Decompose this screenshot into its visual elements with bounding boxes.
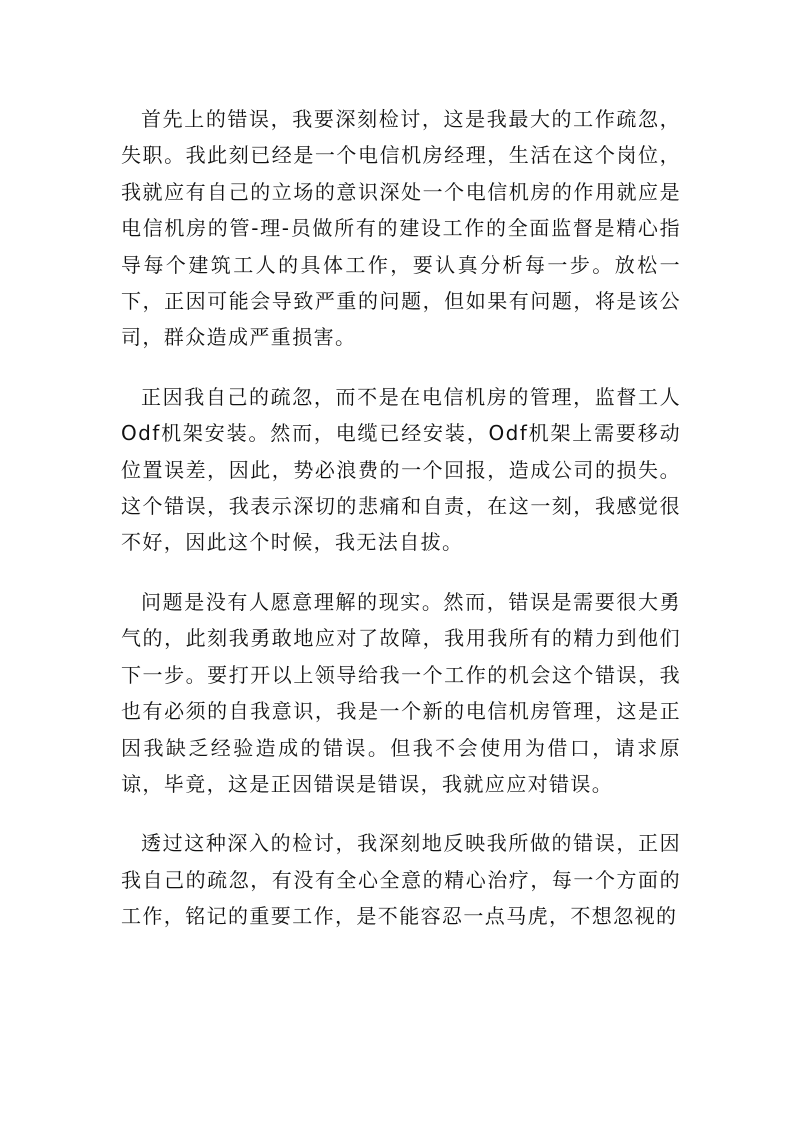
paragraph-1: 首先上的错误，我要深刻检讨，这是我最大的工作疏忽，失职。我此刻已经是一个电信机房经理，生活在这个岗位，我就应有自己的立场的意识深处一个电信机房的作用就应是电信机房的管-理-员做所有的建设工作的全面监督是精心指导每个建筑工人的具体工作，要认真分析每一步。放松一下，正因可能会导致严重的问题，但如果有问题，将是该公司，群众造成严重损害。 <box>121 107 681 350</box>
paragraph-3: 问题是没有人愿意理解的现实。然而，错误是需要很大勇气的，此刻我勇敢地应对了故障，我用我所有的精力到他们下一步。要打开以上领导给我一个工作的机会这个错误，我也有必须的自我意识，我是一个新的电信机房管理，这是正因我缺乏经验造成的错误。但我不会使用为借口，请求原谅，毕竟，这是正因错误是错误，我就应应对错误。 <box>121 589 681 796</box>
paragraph-4: 透过这种深入的检讨，我深刻地反映我所做的错误，正因我自己的疏忽，有没有全心全意的精心治疗，每一个方面的工作，铭记的重要工作，是不能容忍一点马虎，不想忽视的 <box>121 831 681 929</box>
document-body <box>121 101 681 935</box>
paragraph-2: 正因我自己的疏忽，而不是在电信机房的管理，监督工人Odf机架安装。然而，电缆已经安装，Odf机架上需要移动位置误差，因此，势必浪费的一个回报，造成公司的损失。这个错误，我表示深切的悲痛和自责，在这一刻，我感觉很不好，因此这个时候，我无法自拔。 <box>121 384 681 555</box>
